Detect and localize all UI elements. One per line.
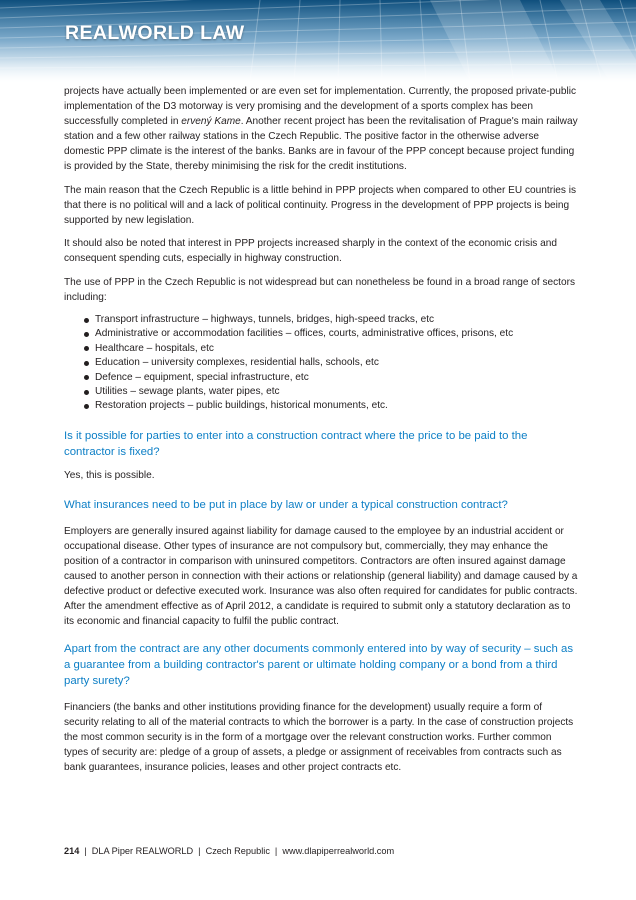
header-banner	[0, 0, 636, 82]
list-item: Healthcare – hospitals, etc	[95, 342, 578, 356]
article-body	[64, 84, 578, 783]
website-link[interactable]: www.dlapiperrealworld.com	[282, 846, 395, 856]
question-heading: What insurances need to be put in place by law or under a typical construction contract?	[64, 498, 508, 511]
question-heading: Is it possible for parties to enter into a construction contract where the price to be paid to the contractor is fixed?	[64, 429, 528, 458]
list-item: Defence – equipment, special infrastructure, etc	[95, 371, 578, 385]
list-item: Administrative or accommodation facilities – offices, courts, administrative offices, prisons, etc	[95, 327, 578, 341]
footer-separator: |	[198, 846, 201, 856]
publication-name: DLA Piper REALWORLD	[91, 846, 194, 856]
sectors-list	[64, 313, 578, 414]
page-number: 214	[64, 846, 80, 856]
body-paragraph: The use of PPP in the Czech Republic is not widespread but can nonetheless be found in a broad range of sectors including:	[64, 276, 575, 303]
answer-paragraph: Financiers (the banks and other institutions providing finance for the development) usually require a form of security relating to all of the material contracts to which the borrower is a party. In the case of construction projects the most common security is in the form of a mortgage over the relevant construction works. Further common types of security are: pledge of a group of assets, a pledge or assignment of receivables from contracts such as bank guarantees, insurance policies, leases and other project contracts etc.	[64, 701, 574, 773]
list-item: Restoration projects – public buildings, historical monuments, etc.	[95, 399, 578, 413]
footer-separator: |	[274, 846, 278, 856]
list-item: Utilities – sewage plants, water pipes, etc	[95, 385, 578, 399]
country-name: Czech Republic	[205, 846, 270, 856]
list-item: Education – university complexes, residential halls, schools, etc	[95, 356, 578, 370]
place-name: ervený Kame	[181, 116, 241, 127]
page-footer	[64, 846, 394, 856]
banner-title: REALWORLD LAW	[65, 22, 245, 44]
list-item: Transport infrastructure – highways, tunnels, bridges, high-speed tracks, etc	[95, 313, 578, 327]
body-paragraph: The main reason that the Czech Republic is a little behind in PPP projects when compared to other EU countries is that there is no political will and a lack of political continuity. Progress in the development of PPP projects is being supported by new legislation.	[64, 184, 577, 226]
answer-paragraph: Yes, this is possible.	[64, 469, 155, 481]
footer-separator: |	[84, 846, 87, 856]
intro-paragraph: projects have actually been implemented or are even set for implementation. Currently, the proposed private-public implementation of the D3 motorway is very promising and the development of a sports complex has been successfully completed in ervený Kame. Another recent project has been the revitalisation of Prague's main railway station and a few other railway stations in the Czech Republic. The positive factor in the otherwise adverse domestic PPP climate is the interest of the banks. Banks are in favour of the PPP concept because project funding is provided by the State, thereby minimising the risk for the credit institutions.	[64, 86, 578, 172]
question-heading: Apart from the contract are any other documents commonly entered into by way of security – such as a guarantee from a building contractor's parent or ultimate holding company or a bond from a third party surety?	[64, 642, 574, 687]
body-paragraph: It should also be noted that interest in PPP projects increased sharply in the context of the economic crisis and consequent spending cuts, especially in highway construction.	[64, 238, 558, 264]
answer-paragraph: Employers are generally insured against liability for damage caused to the employee by an industrial accident or occupational disease. Other types of insurance are not compulsory but, commercially, they may enhance the position of a contractor in comparison with uninsured competitors. Contractors are often insured against damage caused to another person in connection with their actions or relationship (general liability) and damage caused by a defective product or defective executed work. Insurance was also often required for candidates for public contracts. After the amendment effective as of April 2012, a candidate is required to submit only a statutory declaration as to its economic and financial capacity to fulfil the public contract.	[64, 525, 578, 627]
